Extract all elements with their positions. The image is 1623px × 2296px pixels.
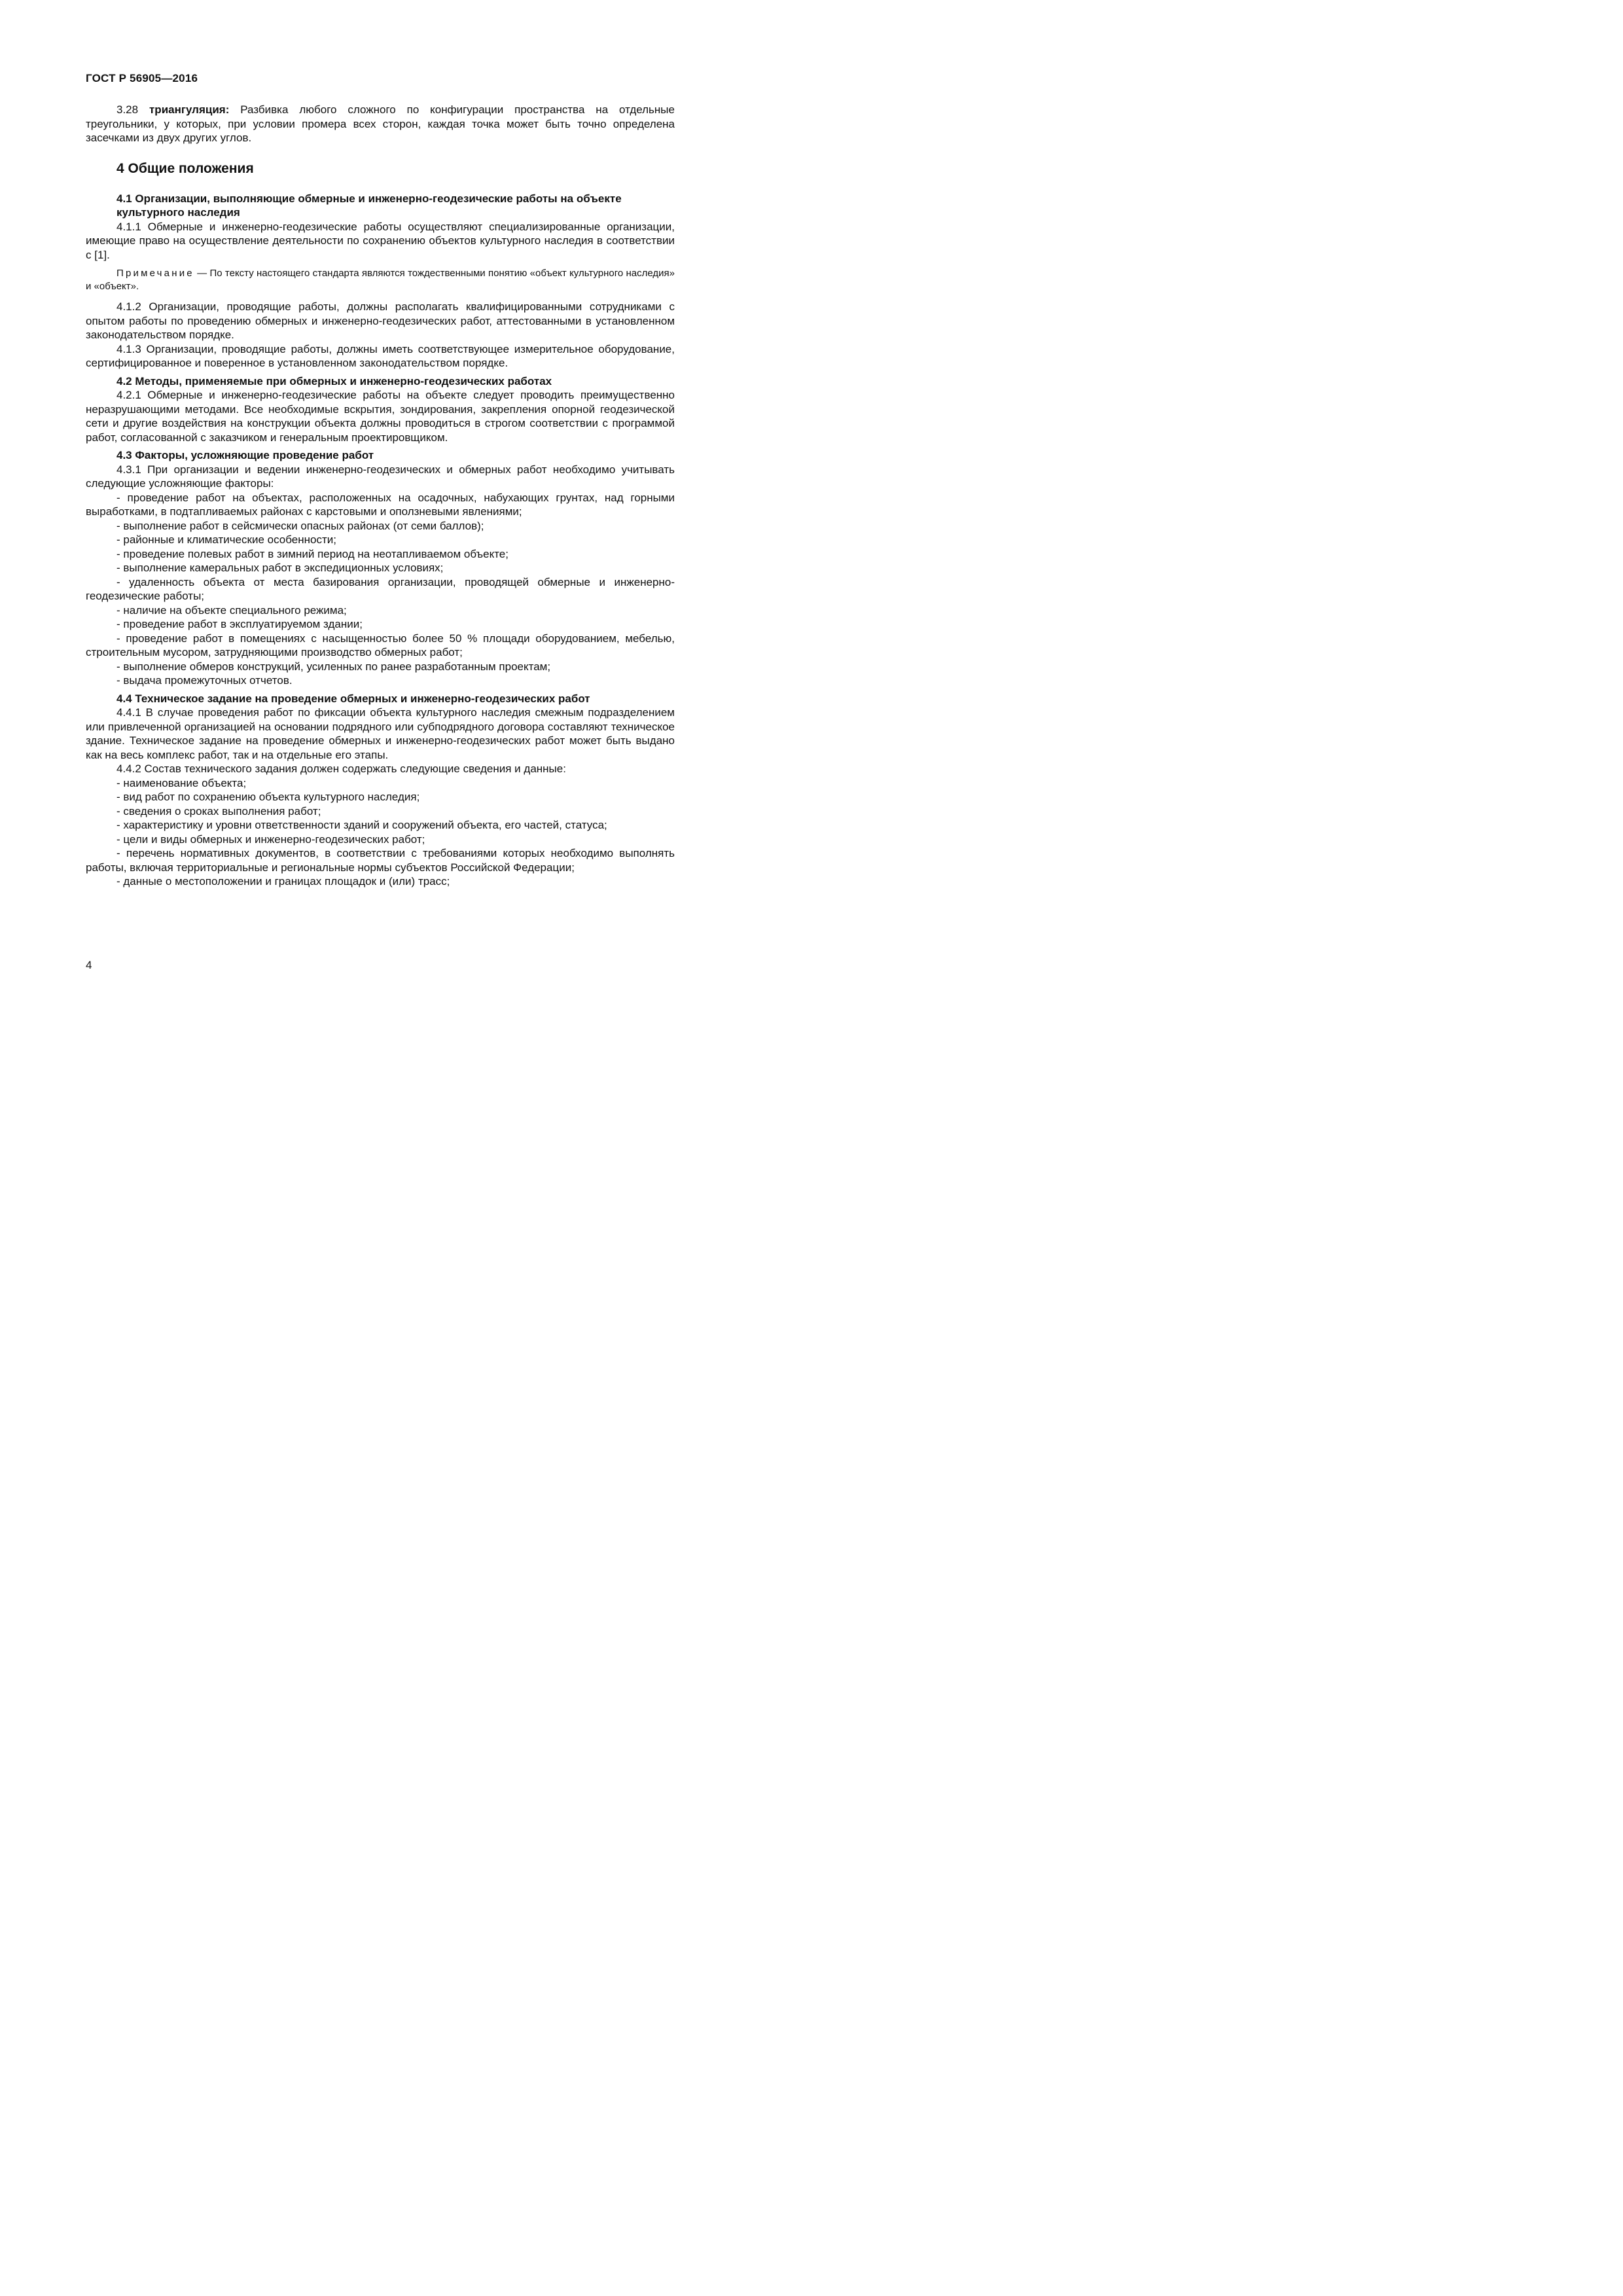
paragraph-4-3-1: 4.3.1 При организации и ведении инженерно-геодезических и обмерных работ необходимо учитывать следующие усложняющие факторы: bbox=[86, 463, 675, 490]
list-item: - выполнение обмеров конструкций, усиленных по ранее разработанным проектам; bbox=[116, 660, 551, 673]
list-item: - проведение полевых работ в зимний период на неотапливаемом объекте; bbox=[116, 547, 508, 560]
list-item: - наличие на объекте специального режима; bbox=[116, 603, 347, 617]
term-3-28-paragraph bbox=[86, 103, 675, 145]
list-item: - характеристику и уровни ответственности зданий и сооружений объекта, его частей, статуса; bbox=[116, 819, 607, 831]
term-definition: Разбивка любого сложного по конфигурации пространства на отдельные треугольники, у которых, при условии промера всех сторон, каждая точка может быть точно определена засечками из двух других углов. bbox=[86, 103, 675, 144]
document-page bbox=[0, 0, 722, 1022]
list-item: - выполнение камеральных работ в экспедиционных условиях; bbox=[116, 562, 444, 574]
term-name: триангуляция: bbox=[149, 103, 230, 116]
note-paragraph bbox=[86, 267, 675, 293]
section-4-3-heading: 4.3 Факторы, усложняющие проведение работ bbox=[116, 449, 374, 461]
list-item: - сведения о сроках выполнения работ; bbox=[116, 804, 321, 817]
paragraph-4-4-1: 4.4.1 В случае проведения работ по фиксации объекта культурного наследия смежным подразделением или привлеченной организацией на основании подрядного или субподрядного договора составляют техническое здание. Техническое задание на проведение обмерных и инженерно-геодезических работ может быть выдано как на весь комплекс работ, так и на отдельные его этапы. bbox=[86, 706, 675, 761]
note-text: — По тексту настоящего стандарта являются тождественными понятию «объект культурного наследия» и «объект». bbox=[86, 268, 675, 292]
list-item: - районные и климатические особенности; bbox=[116, 533, 336, 546]
list-item: - наименование объекта; bbox=[116, 776, 247, 789]
paragraph-4-1-3: 4.1.3 Организации, проводящие работы, должны иметь соответствующее измерительное оборудование, сертифицированное и поверенное в установленном законодательством порядке. bbox=[86, 342, 675, 369]
section-4-4-heading: 4.4 Техническое задание на проведение обмерных и инженерно-геодезических работ bbox=[116, 692, 590, 705]
section-4-heading: 4 Общие положения bbox=[116, 160, 254, 176]
term-number: 3.28 bbox=[116, 103, 139, 116]
list-item: - цели и виды обмерных и инженерно-геодезических работ; bbox=[116, 833, 425, 846]
list-item: - проведение работ на объектах, расположенных на осадочных, набухающих грунтах, над горными выработками, в подтапливаемых районах с карстовыми и оползневыми явлениями; bbox=[86, 491, 675, 518]
list-item: - вид работ по сохранению объекта культурного наследия; bbox=[116, 791, 420, 803]
list-item: - выполнение работ в сейсмически опасных районах (от семи баллов); bbox=[116, 519, 484, 532]
section-4-1-heading: 4.1 Организации, выполняющие обмерные и инженерно-геодезические работы на объекте культурного наследия bbox=[116, 192, 622, 219]
note-label: Примечание bbox=[116, 268, 194, 279]
list-item: - выдача промежуточных отчетов. bbox=[116, 674, 293, 687]
page-number: 4 bbox=[86, 959, 92, 971]
list-item: - проведение работ в эксплуатируемом здании; bbox=[116, 618, 363, 630]
list-item: - перечень нормативных документов, в соответствии с требованиями которых необходимо выполнять работы, включая территориальные и региональные нормы субъектов Российской Федерации; bbox=[86, 847, 675, 874]
section-4-2-heading: 4.2 Методы, применяемые при обмерных и инженерно-геодезических работах bbox=[116, 374, 552, 387]
paragraph-4-2-1: 4.2.1 Обмерные и инженерно-геодезические работы на объекте следует проводить преимущественно неразрушающими методами. Все необходимые вскрытия, зондирования, закрепления опорной геодезической сети и другие воздействия на конструкции объекта должны проводиться в строгом соответствии с программой работ, согласованной с заказчиком и генеральным проектировщиком. bbox=[86, 389, 675, 444]
paragraph-4-4-2: 4.4.2 Состав технического задания должен содержать следующие сведения и данные: bbox=[116, 762, 566, 775]
document-code-header: ГОСТ Р 56905—2016 bbox=[86, 72, 198, 84]
paragraph-4-1-2: 4.1.2 Организации, проводящие работы, должны располагать квалифицированными сотрудниками с опытом работы по проведению обмерных и инженерно-геодезических работ, аттестованными в установленном законодательством порядке. bbox=[86, 300, 675, 341]
list-item: - проведение работ в помещениях с насыщенностью более 50 % площади оборудованием, мебелью, строительным мусором, затрудняющими производство обмерных работ; bbox=[86, 632, 675, 658]
paragraph-4-1-1: 4.1.1 Обмерные и инженерно-геодезические работы осуществляют специализированные организации, имеющие право на осуществление деятельности по сохранению объектов культурного наследия в соответствии с [1]. bbox=[86, 220, 675, 261]
list-item: - данные о местоположении и границах площадок и (или) трасс; bbox=[116, 875, 450, 888]
page-content bbox=[86, 103, 675, 889]
list-item: - удаленность объекта от места базирования организации, проводящей обмерные и инженерно-геодезические работы; bbox=[86, 575, 675, 602]
